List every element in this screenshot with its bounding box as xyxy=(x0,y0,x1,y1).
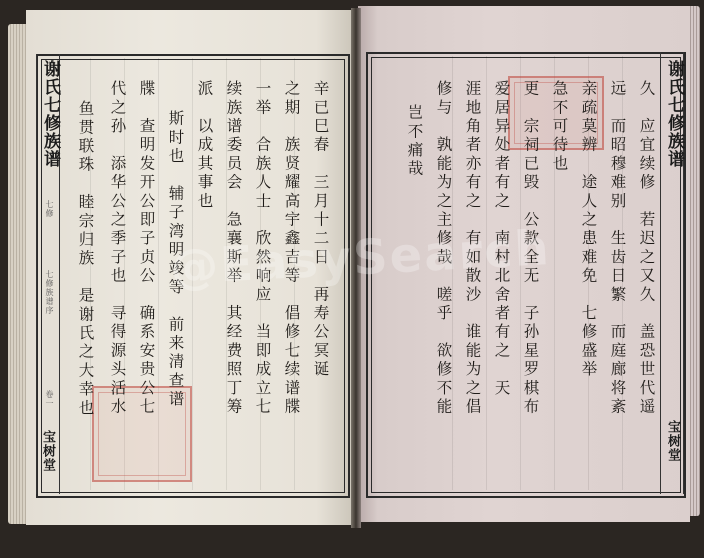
right-margin-hall-name: 宝树堂 xyxy=(665,420,680,462)
left-text-column-5: 派 以成其事也 xyxy=(195,80,214,211)
left-margin-hall-name: 宝树堂 xyxy=(40,430,55,472)
right-text-column-6: 爱居异处者有之 南村北舍者有之 天 xyxy=(492,80,511,398)
left-margin-title: 谢氏七修族谱 xyxy=(40,60,60,168)
right-text-column-5: 更 宗祠已毁 公款全无 子孙星罗棋布 xyxy=(521,80,540,417)
left-text-column-4: 续族谱委员会 急襄斯举 其经费照丁筹 xyxy=(224,80,243,417)
left-text-column-8: 代之孙 添华公之季子也 寻得源头活水 xyxy=(108,80,127,417)
right-text-column-3: 亲疏莫辨 途人之患难免 七修盛举 xyxy=(579,80,598,380)
left-margin-label-mid: 七修族谱序 xyxy=(45,270,54,315)
right-margin-title: 谢氏七修族谱 xyxy=(664,60,684,168)
left-text-column-9: 鱼贯联珠 睦宗归族 是谢氏之大幸也 xyxy=(76,100,95,418)
right-text-column-7: 涯地角者亦有之 有如散沙 谁能为之倡 xyxy=(463,80,482,417)
left-text-column-6: 斯时也 辅子湾明竣等 前来清查谱 xyxy=(166,110,185,410)
left-text-column-1: 辛已巳春 三月十二日 再寿公冥诞 xyxy=(311,80,330,380)
left-margin-label-bottom: 卷一 xyxy=(45,390,54,408)
left-text-column-3: 一举 合族人士 欣然响应 当即成立七 xyxy=(253,80,272,417)
right-text-column-1: 久 应宜续修 若迟之又久 盖恐世代遥 xyxy=(637,80,656,417)
right-text-column-9: 岂不痛哉 xyxy=(405,104,424,179)
right-text-column-2: 远 而昭穆难别 生齿日繁 而庭廊将紊 xyxy=(608,80,627,417)
left-text-column-2: 之期 族贤耀高宇鑫吉等 倡修七续谱牒 xyxy=(282,80,301,417)
right-text-column-8: 修与 孰能为之主修哉 嗟乎 欲修不能 xyxy=(434,80,453,417)
left-margin-label-top: 七修 xyxy=(45,200,54,218)
right-text-column-4: 急不可待也 xyxy=(550,80,569,174)
left-text-column-7: 牒 查明发开公即子贞公 确系安贵公七 xyxy=(137,80,156,417)
watermark: @EasySearch xyxy=(168,220,553,296)
